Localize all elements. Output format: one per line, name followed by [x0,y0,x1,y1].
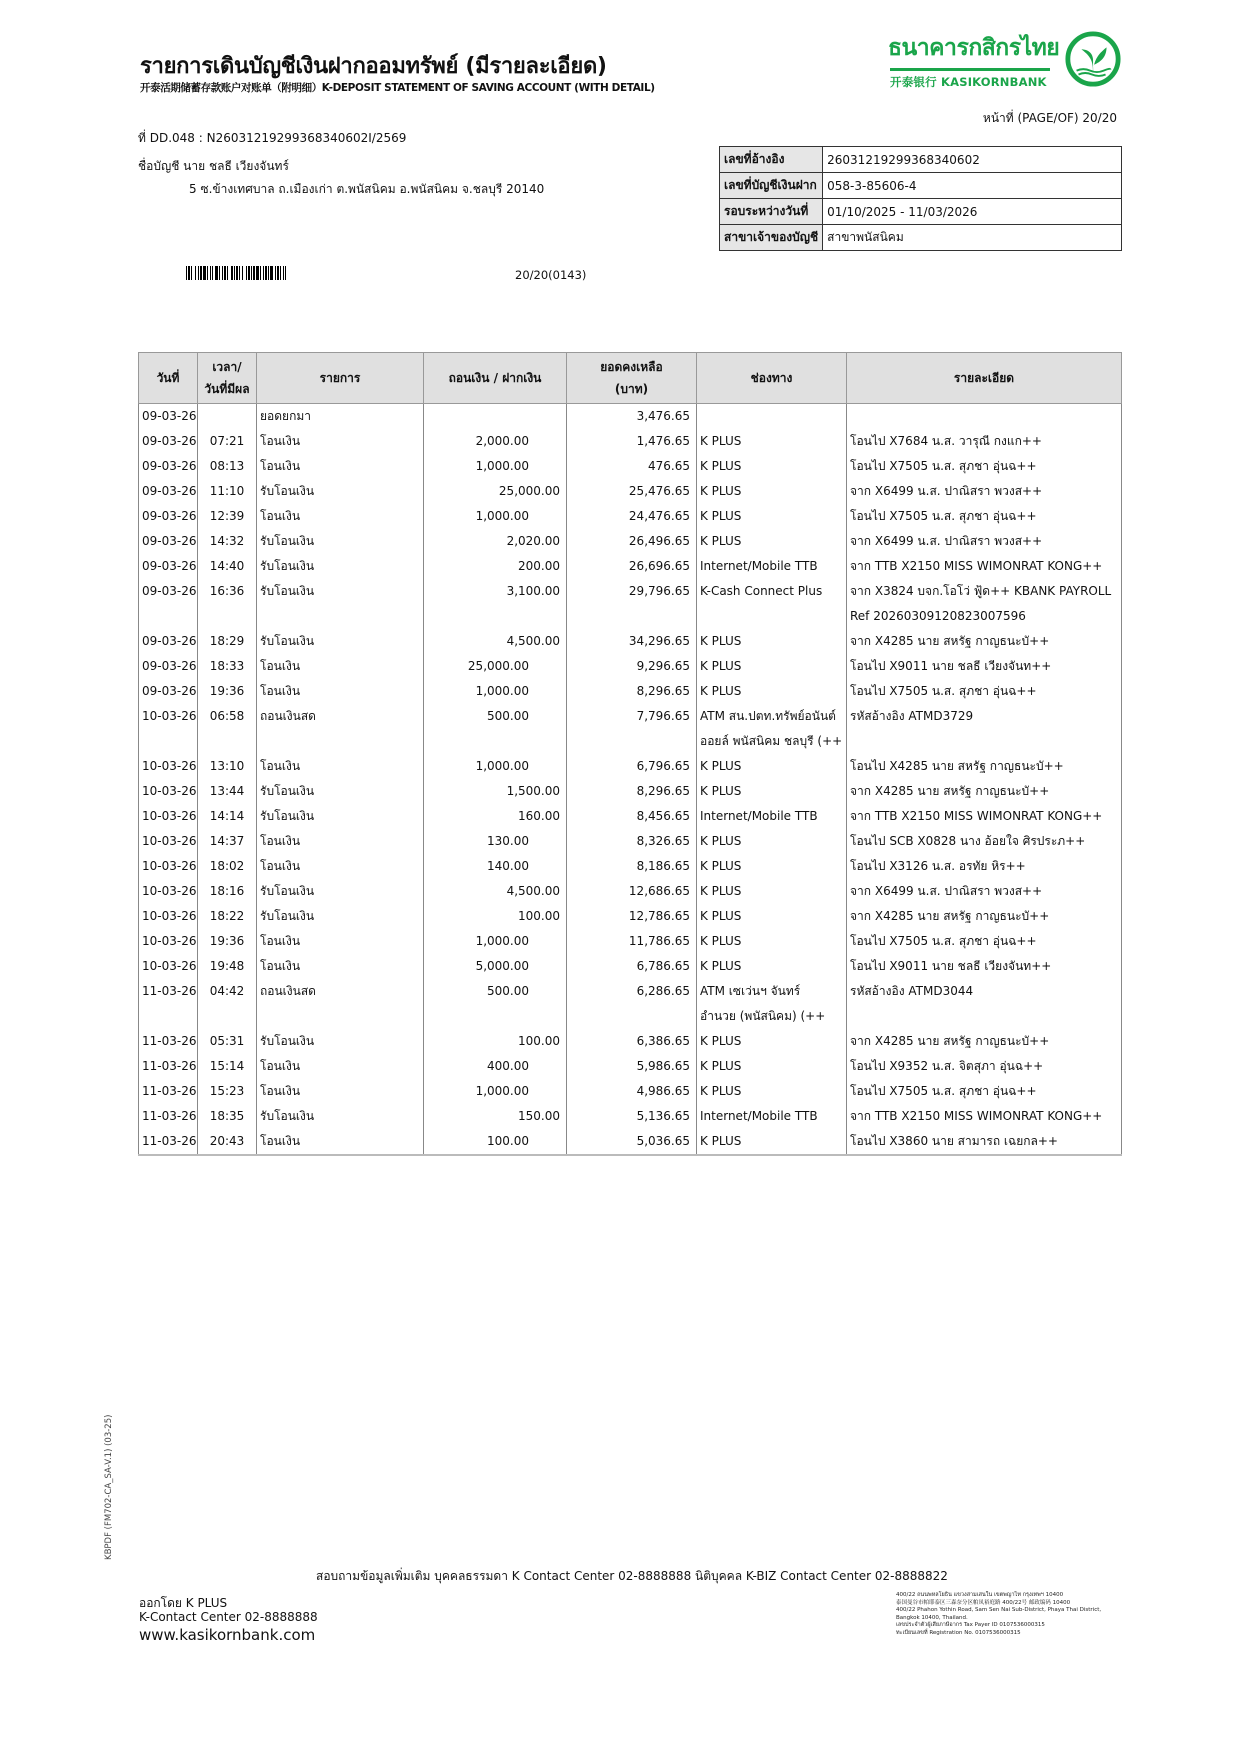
cell-time: 08:13 [198,454,257,479]
cell-time: 19:48 [198,954,257,979]
cell-detail: โอนไป X7505 น.ส. สุภชา อุ่นฉ++ [847,454,1122,479]
cell-description: รับโอนเงิน [257,804,424,829]
cell-channel: K PLUS [697,954,847,979]
table-header-row [139,353,1122,404]
info-value: 058-3-85606-4 [823,173,1122,199]
fine-print-line: 泰国曼谷市帕耶泰区三森奈分区帕凤裕庭路 400/22号 邮政编码 10400 [896,1599,1071,1606]
cell-amount: 4,500.00 [424,629,567,654]
cell-date: 09-03-26 [139,454,198,479]
cell-balance: 12,686.65 [567,879,697,904]
cell-description: โอนเงิน [257,429,424,454]
cell-detail: จาก X6499 น.ส. ปาณิสรา พวงส++ [847,479,1122,504]
cell-date: 10-03-26 [139,754,198,779]
cell-channel: Internet/Mobile TTB [697,1104,847,1129]
cell-amount: 140.00 [424,854,567,879]
cell-balance: 5,036.65 [567,1129,697,1155]
cell-time: 15:23 [198,1079,257,1104]
cell-amount: 1,000.00 [424,679,567,704]
cell-time: 18:33 [198,654,257,679]
table-row [139,479,1122,504]
table-row [139,804,1122,829]
table-row [139,954,1122,979]
table-row [139,929,1122,954]
info-row [720,147,1122,173]
header-detail: รายละเอียด [847,353,1122,404]
cell-balance: 26,496.65 [567,529,697,554]
cell-balance: 5,136.65 [567,1104,697,1129]
table-row [139,1054,1122,1079]
cell-channel: K PLUS [697,429,847,454]
cell-time: 18:35 [198,1104,257,1129]
cell-channel [697,404,847,430]
fine-print-line: เลขประจำตัวผู้เสียภาษีอากร Tax Payer ID 0107536000315 [896,1622,1045,1628]
cell-channel: K PLUS [697,1029,847,1054]
cell-channel: K PLUS [697,504,847,529]
cell-channel: ATM เซเว่นฯ จันทร์ อำนวย (พนัสนิคม) (++ [697,979,847,1029]
cell-time: 19:36 [198,929,257,954]
cell-date: 09-03-26 [139,629,198,654]
info-row [720,173,1122,199]
cell-description: รับโอนเงิน [257,1104,424,1129]
cell-time: 18:22 [198,904,257,929]
cell-date: 10-03-26 [139,854,198,879]
cell-description: รับโอนเงิน [257,579,424,629]
table-row [139,754,1122,779]
cell-channel: K-Cash Connect Plus [697,579,847,629]
bank-address-fine-print [896,1592,1126,1637]
cell-detail: โอนไป X9352 น.ส. จิตสุภา อุ่นฉ++ [847,1054,1122,1079]
header-date: วันที่ [139,353,198,404]
cell-channel: K PLUS [697,929,847,954]
cell-balance: 8,456.65 [567,804,697,829]
cell-description: โอนเงิน [257,1129,424,1155]
cell-balance: 25,476.65 [567,479,697,504]
cell-balance: 1,476.65 [567,429,697,454]
logo-english-name: 开泰银行 KASIKORNBANK [890,75,1047,89]
cell-channel: K PLUS [697,904,847,929]
info-value: สาขาพนัสนิคม [823,225,1122,251]
account-address: 5 ซ.ข้างเทศบาล ถ.เมืองเก่า ต.พนัสนิคม อ.พนัสนิคม จ.ชลบุรี 20140 [189,182,545,196]
cell-time: 18:02 [198,854,257,879]
cell-amount: 2,020.00 [424,529,567,554]
cell-date: 10-03-26 [139,904,198,929]
cell-description: โอนเงิน [257,679,424,704]
table-row [139,704,1122,754]
k-contact-center: K-Contact Center 02-8888888 [139,1610,318,1624]
cell-time: 14:40 [198,554,257,579]
cell-description: ยอดยกมา [257,404,424,430]
cell-balance: 5,986.65 [567,1054,697,1079]
cell-channel: K PLUS [697,779,847,804]
cell-amount: 2,000.00 [424,429,567,454]
cell-detail: โอนไป X3126 น.ส. อรทัย หิร++ [847,854,1122,879]
cell-date: 09-03-26 [139,554,198,579]
cell-date: 11-03-26 [139,1104,198,1129]
cell-description: โอนเงิน [257,754,424,779]
cell-date: 11-03-26 [139,979,198,1029]
table-row [139,679,1122,704]
cell-detail: รหัสอ้างอิง ATMD3729 [847,704,1122,754]
cell-description: รับโอนเงิน [257,554,424,579]
logo-thai-name: ธนาคารกสิกรไทย [888,35,1060,61]
cell-time: 20:43 [198,1129,257,1155]
cell-detail: โอนไป X7505 น.ส. สุภชา อุ่นฉ++ [847,929,1122,954]
cell-time: 12:39 [198,504,257,529]
barcode [186,266,389,280]
statement-table [138,352,1122,1156]
cell-detail: โอนไป X7505 น.ส. สุภชา อุ่นฉ++ [847,679,1122,704]
cell-detail: จาก TTB X2150 MISS WIMONRAT KONG++ [847,804,1122,829]
cell-time: 19:36 [198,679,257,704]
issued-by: ออกโดย K PLUS [139,1596,228,1610]
cell-balance: 476.65 [567,454,697,479]
header-balance: ยอดคงเหลือ (บาท) [567,353,697,404]
cell-description: โอนเงิน [257,504,424,529]
cell-time: 06:58 [198,704,257,754]
cell-description: โอนเงิน [257,929,424,954]
cell-time: 16:36 [198,579,257,629]
cell-channel: K PLUS [697,529,847,554]
cell-amount [424,404,567,430]
page-indicator: หน้าที่ (PAGE/OF) 20/20 [982,111,1117,125]
cell-detail: จาก X6499 น.ส. ปาณิสรา พวงส++ [847,879,1122,904]
cell-balance: 29,796.65 [567,579,697,629]
cell-balance: 11,786.65 [567,929,697,954]
cell-channel: K PLUS [697,854,847,879]
cell-detail: โอนไป X7684 น.ส. วารุณี กงแก++ [847,429,1122,454]
cell-description: รับโอนเงิน [257,779,424,804]
cell-amount: 1,000.00 [424,504,567,529]
cell-amount: 1,000.00 [424,754,567,779]
cell-detail: โอนไป X3860 นาย สามารถ เฉยกล++ [847,1129,1122,1155]
statement-title: รายการเดินบัญชีเงินฝากออมทรัพย์ (มีรายละเอียด) [140,54,607,79]
table-row [139,454,1122,479]
cell-balance: 8,186.65 [567,854,697,879]
cell-time: 13:44 [198,779,257,804]
cell-description: รับโอนเงิน [257,1029,424,1054]
cell-date: 09-03-26 [139,529,198,554]
cell-detail: จาก TTB X2150 MISS WIMONRAT KONG++ [847,554,1122,579]
cell-balance: 7,796.65 [567,704,697,754]
cell-time: 05:31 [198,1029,257,1054]
cell-channel: K PLUS [697,879,847,904]
cell-time: 14:14 [198,804,257,829]
cell-amount: 200.00 [424,554,567,579]
cell-amount: 100.00 [424,1129,567,1155]
cell-detail: โอนไป X9011 นาย ชลธี เวียงจันท++ [847,654,1122,679]
cell-description: ถอนเงินสด [257,704,424,754]
cell-amount: 100.00 [424,1029,567,1054]
cell-channel: K PLUS [697,479,847,504]
table-row [139,579,1122,629]
cell-detail: โอนไป SCB X0828 นาง อ้อยใจ ศิรประภ++ [847,829,1122,854]
table-row [139,1104,1122,1129]
cell-balance: 26,696.65 [567,554,697,579]
cell-description: รับโอนเงิน [257,529,424,554]
cell-description: โอนเงิน [257,954,424,979]
cell-amount: 1,000.00 [424,929,567,954]
statement-subtitle: 开泰活期储蓄存款账户对账单（附明细）K-DEPOSIT STATEMENT OF SAVING ACCOUNT (WITH DETAIL) [140,82,655,94]
account-info-table [719,146,1122,251]
form-code: KBPDF (FM702-CA_SA-V.1) (03-25) [104,1414,114,1560]
cell-balance: 8,296.65 [567,679,697,704]
cell-amount: 3,100.00 [424,579,567,629]
cell-channel: K PLUS [697,754,847,779]
table-row [139,529,1122,554]
cell-date: 09-03-26 [139,479,198,504]
cell-time: 18:29 [198,629,257,654]
cell-description: โอนเงิน [257,829,424,854]
table-row [139,879,1122,904]
cell-channel: K PLUS [697,679,847,704]
cell-amount: 130.00 [424,829,567,854]
header-channel: ช่องทาง [697,353,847,404]
cell-time: 04:42 [198,979,257,1029]
table-row [139,854,1122,879]
cell-detail: จาก X4285 นาย สหรัฐ กาญธนะบั++ [847,779,1122,804]
table-row [139,1129,1122,1155]
cell-detail: จาก X4285 นาย สหรัฐ กาญธนะบั++ [847,1029,1122,1054]
header-description: รายการ [257,353,424,404]
cell-detail: จาก X6499 น.ส. ปาณิสรา พวงส++ [847,529,1122,554]
table-row [139,1079,1122,1104]
cell-amount: 150.00 [424,1104,567,1129]
fine-print-line: 400/22 Phahon Yothin Road, Sam Sen Nai Sub-District, Phaya Thai District, Bangkok 10400, Thailand. [896,1607,1102,1621]
cell-time: 14:37 [198,829,257,854]
cell-balance: 8,296.65 [567,779,697,804]
cell-channel: K PLUS [697,1054,847,1079]
cell-description: โอนเงิน [257,1079,424,1104]
cell-date: 09-03-26 [139,504,198,529]
cell-balance: 9,296.65 [567,654,697,679]
cell-balance: 34,296.65 [567,629,697,654]
cell-amount: 1,500.00 [424,779,567,804]
cell-description: โอนเงิน [257,854,424,879]
contact-info: สอบถามข้อมูลเพิ่มเติม บุคคลธรรมดา K Contact Center 02-8888888 นิติบุคคล K-BIZ Contact Center 02-8888822 [316,1569,948,1583]
cell-description: รับโอนเงิน [257,629,424,654]
cell-channel: K PLUS [697,629,847,654]
cell-detail: รหัสอ้างอิง ATMD3044 [847,979,1122,1029]
cell-detail [847,404,1122,430]
cell-description: โอนเงิน [257,654,424,679]
info-value: 26031219299368340602 [823,147,1122,173]
cell-balance: 12,786.65 [567,904,697,929]
cell-time: 11:10 [198,479,257,504]
cell-channel: K PLUS [697,1129,847,1155]
cell-date: 09-03-26 [139,429,198,454]
cell-date: 11-03-26 [139,1129,198,1155]
logo-underline [890,68,1050,71]
cell-detail: จาก X4285 นาย สหรัฐ กาญธนะบั++ [847,629,1122,654]
cell-description: รับโอนเงิน [257,904,424,929]
table-row [139,654,1122,679]
fine-print-line: ทะเบียนเลขที่ Registration No. 0107536000315 [896,1629,1021,1636]
cell-date: 09-03-26 [139,654,198,679]
cell-time [198,404,257,430]
cell-time: 18:16 [198,879,257,904]
cell-channel: K PLUS [697,829,847,854]
cell-balance: 6,796.65 [567,754,697,779]
fine-print-line: 400/22 ถนนพหลโยธิน แขวงสามเสนใน เขตพญาไท กรุงเทพฯ 10400 [896,1592,1064,1598]
cell-detail: จาก X3824 บจก.โอโว่ ฟู้ด++ KBANK PAYROLL Ref 20260309120823007596 [847,579,1122,629]
header-time: เวลา/ วันที่มีผล [198,353,257,404]
cell-balance: 6,286.65 [567,979,697,1029]
cell-channel: K PLUS [697,454,847,479]
cell-detail: โอนไป X4285 นาย สหรัฐ กาญธนะบั++ [847,754,1122,779]
info-value: 01/10/2025 - 11/03/2026 [823,199,1122,225]
cell-detail: โอนไป X7505 น.ส. สุภชา อุ่นฉ++ [847,1079,1122,1104]
cell-date: 11-03-26 [139,1054,198,1079]
info-label: เลขที่บัญชีเงินฝาก [720,173,823,199]
cell-amount: 100.00 [424,904,567,929]
info-label: รอบระหว่างวันที่ [720,199,823,225]
cell-description: รับโอนเงิน [257,879,424,904]
cell-date: 09-03-26 [139,579,198,629]
cell-amount: 1,000.00 [424,454,567,479]
cell-time: 07:21 [198,429,257,454]
document-number: ที่ DD.048 : N26031219299368340602I/2569 [138,131,407,145]
table-row [139,629,1122,654]
cell-date: 09-03-26 [139,404,198,430]
table-row [139,779,1122,804]
header-amount: ถอนเงิน / ฝากเงิน [424,353,567,404]
kasikornbank-logo [888,28,1124,96]
cell-time: 14:32 [198,529,257,554]
cell-balance: 6,786.65 [567,954,697,979]
cell-date: 10-03-26 [139,929,198,954]
kbank-leaf-icon [1064,30,1122,88]
cell-amount: 500.00 [424,979,567,1029]
info-label: สาขาเจ้าของบัญชี [720,225,823,251]
table-row [139,429,1122,454]
table-row [139,554,1122,579]
cell-date: 10-03-26 [139,829,198,854]
table-row [139,1029,1122,1054]
table-row [139,904,1122,929]
info-row [720,225,1122,251]
table-row [139,404,1122,430]
barcode-number: 20/20(0143) [515,268,587,282]
cell-channel: K PLUS [697,654,847,679]
cell-channel: Internet/Mobile TTB [697,804,847,829]
cell-amount: 25,000.00 [424,479,567,504]
cell-amount: 160.00 [424,804,567,829]
website-link[interactable]: www.kasikornbank.com [139,1626,316,1644]
cell-amount: 4,500.00 [424,879,567,904]
cell-date: 10-03-26 [139,954,198,979]
cell-time: 13:10 [198,754,257,779]
table-row [139,829,1122,854]
cell-date: 10-03-26 [139,804,198,829]
cell-date: 11-03-26 [139,1029,198,1054]
cell-detail: จาก X4285 นาย สหรัฐ กาญธนะบั++ [847,904,1122,929]
cell-balance: 3,476.65 [567,404,697,430]
cell-description: ถอนเงินสด [257,979,424,1029]
cell-detail: โอนไป X9011 นาย ชลธี เวียงจันท++ [847,954,1122,979]
cell-detail: โอนไป X7505 น.ส. สุภชา อุ่นฉ++ [847,504,1122,529]
cell-balance: 6,386.65 [567,1029,697,1054]
cell-amount: 500.00 [424,704,567,754]
cell-date: 11-03-26 [139,1079,198,1104]
cell-channel: K PLUS [697,1079,847,1104]
cell-amount: 25,000.00 [424,654,567,679]
cell-date: 10-03-26 [139,704,198,754]
cell-channel: ATM สน.ปตท.ทรัพย์อนันต์ ออยล์ พนัสนิคม ชลบุรี (++ [697,704,847,754]
cell-balance: 8,326.65 [567,829,697,854]
cell-description: รับโอนเงิน [257,479,424,504]
cell-balance: 24,476.65 [567,504,697,529]
cell-description: โอนเงิน [257,454,424,479]
table-row [139,504,1122,529]
cell-description: โอนเงิน [257,1054,424,1079]
cell-date: 09-03-26 [139,679,198,704]
cell-date: 10-03-26 [139,879,198,904]
cell-amount: 5,000.00 [424,954,567,979]
cell-amount: 400.00 [424,1054,567,1079]
table-row [139,979,1122,1029]
cell-balance: 4,986.65 [567,1079,697,1104]
cell-amount: 1,000.00 [424,1079,567,1104]
cell-time: 15:14 [198,1054,257,1079]
account-name: ชื่อบัญชี นาย ชลธี เวียงจันทร์ [138,159,289,173]
cell-detail: จาก TTB X2150 MISS WIMONRAT KONG++ [847,1104,1122,1129]
info-label: เลขที่อ้างอิง [720,147,823,173]
info-row [720,199,1122,225]
cell-channel: Internet/Mobile TTB [697,554,847,579]
cell-date: 10-03-26 [139,779,198,804]
